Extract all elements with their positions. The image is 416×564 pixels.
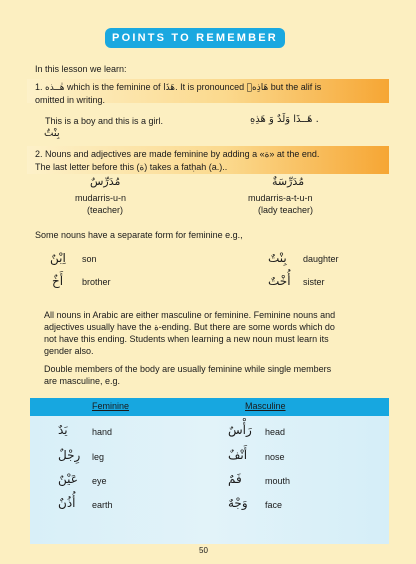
- sister-arabic: أُخْتٌ: [268, 274, 291, 288]
- example-arabic-2: بِنْتٌ: [44, 128, 60, 139]
- example-2-arabic: مُدَرِّسَةٌ: [272, 175, 305, 188]
- example-2-gloss: (lady teacher): [258, 205, 314, 215]
- point-2-line-2: The last letter before this (ة) takes a fatḥah (a.)..: [35, 162, 228, 172]
- brother-arabic: أَخٌ: [52, 274, 64, 288]
- daughter-arabic: بِنْتٌ: [268, 251, 287, 265]
- masculine-column-header: Masculine: [245, 401, 286, 411]
- page-number: 50: [199, 546, 208, 555]
- table-header: [30, 398, 389, 416]
- example-1-translit: mudarris-u-n: [75, 193, 127, 203]
- feminine-column-header: Feminine: [92, 401, 130, 411]
- example-1-gloss: (teacher): [87, 205, 124, 215]
- arabic-pronunciation: هَاذِهٖ: [246, 83, 269, 93]
- arabic-haadhihi: هٰــذه: [45, 83, 65, 93]
- son-arabic: اِبْنٌ: [50, 251, 66, 265]
- brother-english: brother: [82, 277, 111, 287]
- example-1-arabic: مُدَرِّسٌ: [90, 175, 121, 188]
- point-2-line-1: 2. Nouns and adjectives are made feminine by adding a «ة» at the end.: [35, 149, 320, 159]
- son-english: son: [82, 254, 97, 264]
- point-1-line-1: 1. هٰــذه which is the feminine of هَذَا. It is pronounced هَاذِهٖ but the alif is: [35, 82, 322, 93]
- example-english: This is a boy and this is a girl.: [45, 116, 164, 126]
- separate-form-intro: Some nouns have a separate form for feminine e.g.,: [35, 230, 243, 240]
- table-body: [30, 416, 389, 544]
- example-arabic: هَــذَا وَلَدٌ وَ هَذِهِ .: [250, 114, 319, 125]
- point-1-line-2: omitted in writing.: [35, 95, 106, 105]
- section-banner: POINTS TO REMEMBER: [105, 28, 285, 48]
- daughter-english: daughter: [303, 254, 339, 264]
- arabic-haadha: هَذَا: [163, 83, 176, 93]
- sister-english: sister: [303, 277, 325, 287]
- example-2-translit: mudarris-a-t-u-n: [248, 193, 313, 203]
- intro-text: In this lesson we learn:: [35, 64, 127, 74]
